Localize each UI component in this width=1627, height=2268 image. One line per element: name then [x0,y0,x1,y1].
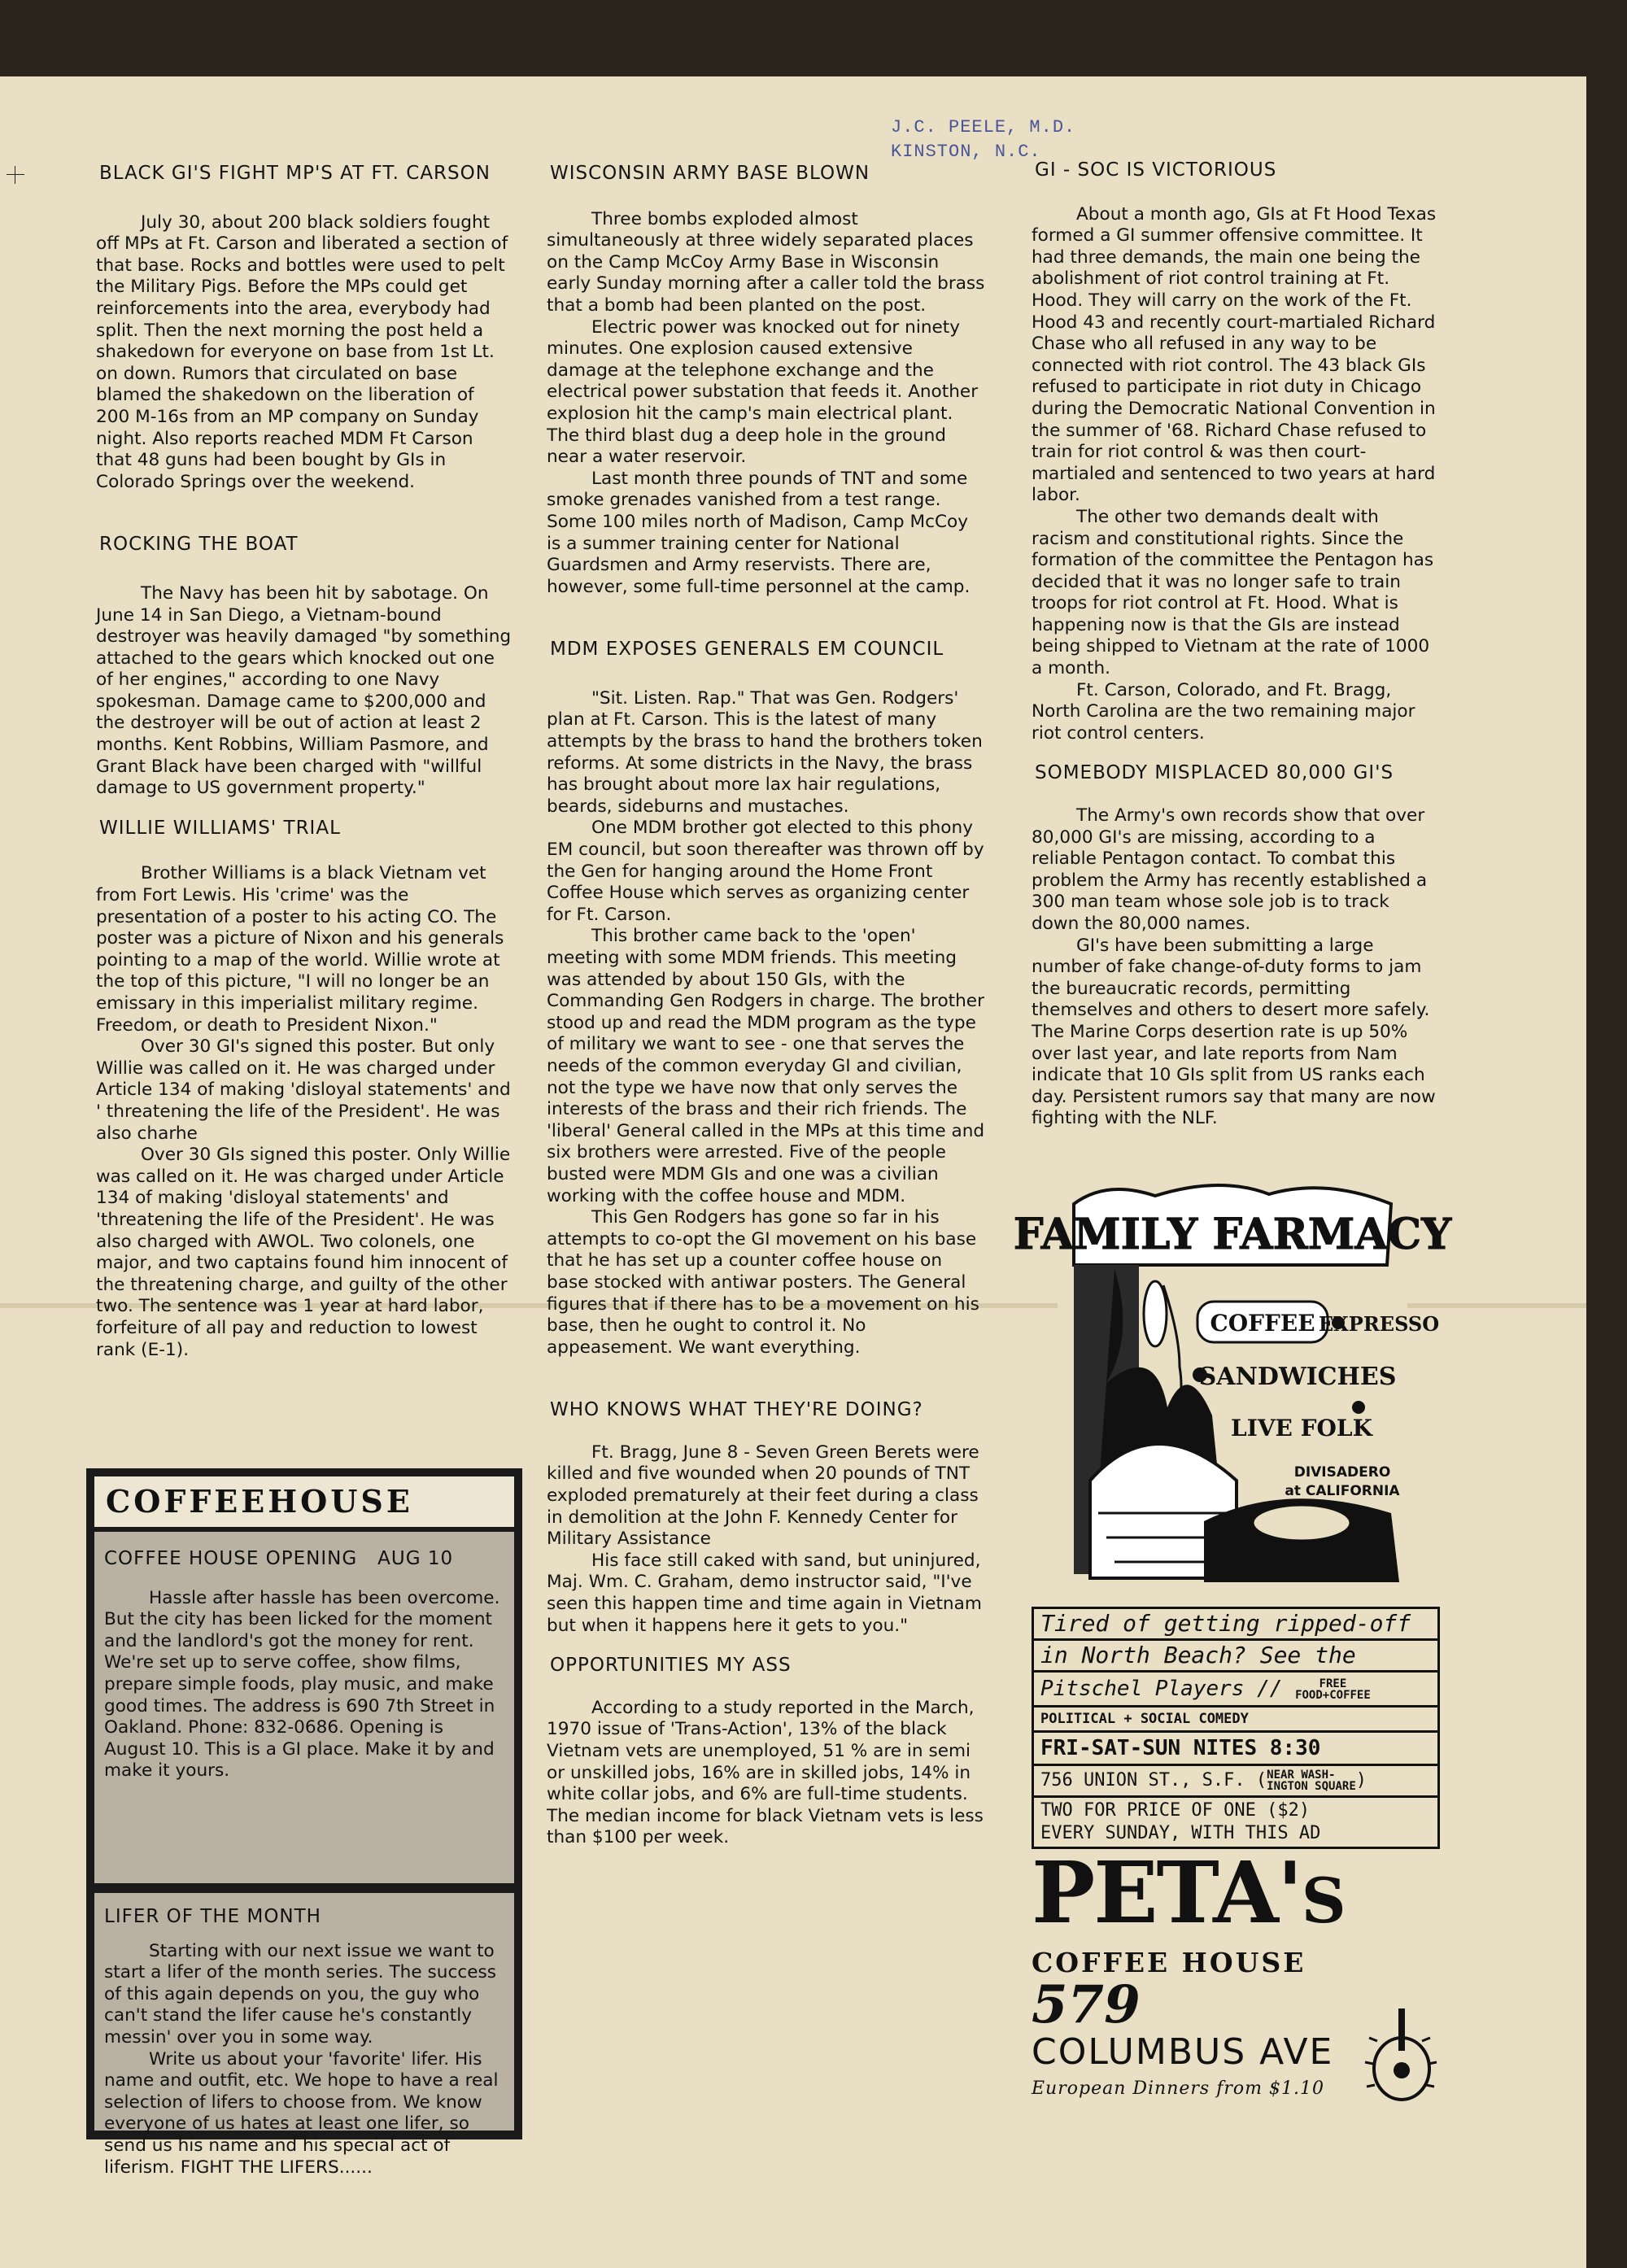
paragraph: Brother Williams is a black Vietnam vet from Fort Lewis. His 'crime' was the presentation of a poster to his acting CO. The poster was a picture of Nixon and his generals pointing to a map of the world. Willie wrote at the top of this picture, "I will no longer be an emissary in this imperialist military regime. Freedom, or death to President Nixon." [96,863,504,1036]
ad-line: TWO FOR PRICE OF ONE ($2) EVERY SUNDAY, WITH THIS AD [1032,1795,1440,1849]
paragraph: Write us about your 'favorite' lifer. His name and outfit, etc. We hope to have a real selection of lifers to choose from. We know everyone of us hates at least one lifer, so send us his name and his special act of liferism. FIGHT THE LIFERS...... [104,2048,499,2178]
sandwiches-label: SANDWICHES [1198,1363,1397,1391]
ad-line: in North Beach? See the [1032,1638,1440,1670]
paragraph: Over 30 GIs signed this poster. Only Willie was called on it. He was charged under Article 134 of making 'disloyal statements' and 'threatening the life of the President'. He was also charged with AWOL. Two colonels, one major, and two captains found him innocent of the threatening charge, and guilty of the other two. The sentence was 1 year at hard labor, forfeiture of all pay and reduction to lowest rank (E-1). [96,1145,511,1360]
paragraph: Hassle after hassle has been overcome. But the city has been licked for the moment and the landlord's got the money for rent. We're set up to serve coffee, show films, prepare simple foods, play music, and make good times. The address is 690 7th Street in Oakland. Phone: 832-0686. Opening is August 10. This is a GI place. Make it by and make it yours. [104,1587,500,1782]
paragraph: This brother came back to the 'open' meeting with some MDM friends. This meeting was attended by about 150 GIs, with the Commanding Gen Rodgers in charge. The brother stood up and read the MDM program as the type of military we want to see - one that serves the needs of the common everyday GI and civilian, not the type we have now that only serves the interests of the brass and their rich friends. The 'liberal' General called in the MPs at this time and six brothers were arrested. Five of the people busted were MDM GIs and one was a civilian working with the coffee house and MDM. [547,926,985,1206]
headline: LIFER OF THE MONTH [104,1906,321,1927]
headline: ROCKING THE BOAT [99,534,299,556]
paragraph: Starting with our next issue we want to start a lifer of the month series. The success of this again depends on you, the guy who can't stand the lifer cause he's constantly messin' over you in some way. [104,1940,496,2048]
headline: WHO KNOWS WHAT THEY'RE DOING? [550,1399,923,1421]
paragraph: The Army's own records show that over 80,000 GI's are missing, according to a reliable Pentagon contact. To combat this problem the Army has recently established a 300 man team whose sole job is to track down the 80,000 names. [1032,805,1428,934]
ad-line: Pitschel Players // FREE FOOD+COFFEE [1032,1670,1440,1705]
petas-logo: PETA'S [1032,1843,1345,1943]
coffee-label: COFFEE [1210,1310,1315,1337]
headline: WISCONSIN ARMY BASE BLOWN [550,163,870,184]
address-line-2: at CALIFORNIA [1285,1483,1400,1499]
live-folk-label: LIVE FOLK [1231,1415,1372,1441]
expresso-label: EXPRESSO [1318,1312,1440,1336]
paragraph: Ft. Bragg, June 8 - Seven Green Berets were killed and five wounded when 20 pounds of TNT exploded prematurely at their feet during a class in demolition at the John F. Kennedy Center for Military Assistance [547,1441,979,1550]
paragraph: The other two demands dealt with racism and constitutional rights. Since the formation of the committee the Pentagon has decided that it was no longer safe to train troops for riot control at Ft. Hood. What is happening now is that the GIs are instead being shipped to Vietnam at the rate of 1000 a month. [1032,506,1434,679]
paragraph: Ft. Carson, Colorado, and Ft. Bragg, North Carolina are the two remaining major riot control centers. [1032,679,1415,744]
paragraph: This Gen Rodgers has gone so far in his attempts to co-opt the GI movement on his base that he has set up a counter coffee house on base stocked with antiwar posters. The General figures that if there has to be a movement on his base, then he ought to control it. No appeasement. We want everything. [547,1207,979,1358]
crop-mark [7,174,24,175]
column-3 [1032,159,1438,1148]
ownership-stamp: J.C. PEELE, M.D. KINSTON, N.C. [891,117,1076,162]
paragraph: One MDM brother got elected to this phony EM council, but soon thereafter was thrown off by the Gen for hanging around the Home Front Coffee House which serves as organizing center for Ft. Carson. [547,818,984,925]
coffeehouse-opening [94,1532,514,1883]
paragraph: Electric power was knocked out for ninety minutes. One explosion caused extensive damage at the telephone exchange and the electrical power substation that feeds it. Another explosion hit the camp's main electrical plant. The third blast dug a deep hole in the ground near a water reservoir. [547,316,979,468]
pitschel-players-ad [1032,1607,1440,1843]
family-farmacy-ad [1013,1171,1452,1594]
column-2 [547,163,986,1867]
family-farmacy-logo: FAMILY FARMACY [1013,1210,1452,1259]
petas-coffee-house-ad [1032,1843,1455,2144]
paragraph: His face still caked with sand, but uninjured, Maj. Wm. C. Graham, demo instructor said, "I've seen this happen time and time again in Vietnam but when it happens here it gets to you." [547,1550,982,1636]
paragraph: Three bombs exploded almost simultaneously at three widely separated places on the Camp McCoy Army Base in Wisconsin early Sunday morning after a caller told the brass that a bomb had been planted on the post. [547,208,985,316]
coffeehouse-box [86,1468,522,2178]
divider [86,1883,522,1893]
ad-line: Tired of getting ripped-off [1032,1607,1440,1638]
headline: GI - SOC IS VICTORIOUS [1035,159,1277,181]
paragraph: Last month three pounds of TNT and some smoke grenades vanished from a test range. Some 100 miles north of Madison, Camp McCoy is a summer training center for National Guardsmen and Army reservists. There are, however, some full-time personnel at the camp. [547,468,971,597]
coffeehouse-header: COFFEEHOUSE [94,1476,514,1527]
headline: MDM EXPOSES GENERALS EM COUNCIL [550,639,944,661]
paragraph: July 30, about 200 black soldiers fought off MPs at Ft. Carson and liberated a section of that base. Rocks and bottles were used to pelt the Military Pigs. Before the MPs could get reinforcements into the area, everybody had split. Then the next morning the post held a shakedown for everyone on base from 1st Lt. on down. Rumors that circulated on base blamed the shakedown on the liberation of 200 M-16s from an MP company on Sunday night. Also reports reached MDM Ft Carson that 48 guns had been bought by GIs in Colorado Springs over the weekend. [96,212,508,492]
dinner-price: European Dinners from $1.10 [1032,2078,1324,2099]
ad-line: FRI-SAT-SUN NITES 8:30 [1032,1730,1440,1764]
guitar-icon [1357,2005,1446,2111]
address-line-1: DIVISADERO [1293,1464,1391,1481]
headline: WILLIE WILLIAMS' TRIAL [99,817,341,839]
coffee-house-label: COFFEE HOUSE [1032,1947,1306,1978]
street-name: COLUMBUS AVE [1032,2031,1334,2073]
lifer-of-the-month [94,1893,514,2178]
paragraph: GI's have been submitting a large number of fake change-of-duty forms to jam the bureaucratic records, permitting themselves and others to desert more safely. The Marine Corps desertion rate is up 50% over last year, and late reports from Nam indicate that 10 GIs split from US ranks each day. Persistent rumors say that many are now fighting with the NLF. [1032,935,1436,1129]
ad-line: 756 UNION ST., S.F. (NEAR WASH- INGTON SQUARE) [1032,1764,1440,1795]
paragraph: About a month ago, GIs at Ft Hood Texas formed a GI summer offensive committee. It had three demands, the main one being the abolishment of riot control training at Ft. Hood. They will carry on the work of the Ft. Hood 43 and recently court-martialed Richard Chase who all refused in any way to be connected with riot control. The 43 black GIs refused to participate in riot duty in Chicago during the Democratic National Convention in the summer of '68. Richard Chase refused to train for riot control & was then court-martialed and sentenced to two years at hard labor. [1032,203,1437,506]
headline: OPPORTUNITIES MY ASS [550,1655,792,1677]
paragraph: Over 30 GI's signed this poster. But only Willie was called on it. He was charged under Article 134 of making 'disloyal statements' and ' threatening the life of the President'. He was also charhe [96,1036,511,1144]
headline: SOMEBODY MISPLACED 80,000 GI'S [1035,762,1394,784]
paragraph: The Navy has been hit by sabotage. On June 14 in San Diego, a Vietnam-bound destroyer was heavily damaged "by something attached to the gears which knocked out one of her engines," according to one Navy spokesman. Damage came to $200,000 and the destroyer will be out of action at least 2 months. Kent Robbins, William Pasmore, and Grant Black have been charged with "willful damage to US government property." [96,582,512,799]
paragraph: "Sit. Listen. Rap." That was Gen. Rodgers' plan at Ft. Carson. This is the latest of many attempts by the brass to hand the brothers token reforms. At some districts in the Navy, the brass has brought about more lax hair regulations, beards, sideburns and mustaches. [547,687,983,817]
headline: COFFEE HOUSE OPENING AUG 10 [104,1548,454,1569]
paragraph: According to a study reported in the March, 1970 issue of 'Trans-Action', 13% of the black Vietnam vets are unemployed, 51 % are in semi or unskilled jobs, 16% are in skilled jobs, 14% in white collar jobs, and 6% are full-time students. The median income for black Vietnam vets is less than $100 per week. [547,1697,984,1848]
street-number: 579 [1032,1974,1141,2035]
headline: BLACK GI'S FIGHT MP'S AT FT. CARSON [99,163,491,184]
column-1 [96,163,513,1379]
ad-line: POLITICAL + SOCIAL COMEDY [1032,1705,1440,1730]
